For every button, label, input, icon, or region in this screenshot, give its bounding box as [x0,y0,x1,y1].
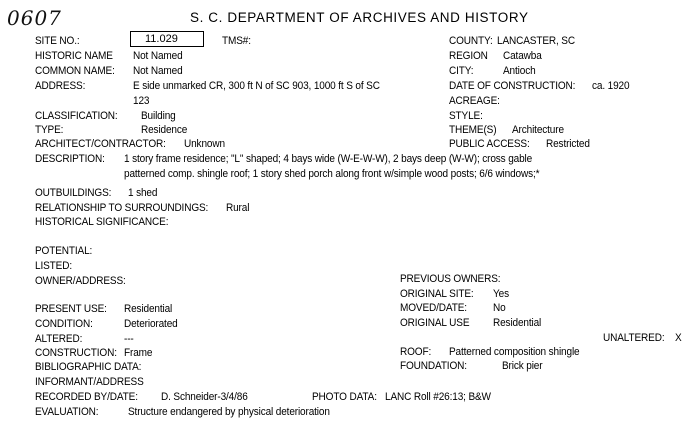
recorded-label: RECORDED BY/DATE: [35,391,138,403]
page-title: S. C. DEPARTMENT OF ARCHIVES AND HISTORY [190,10,529,25]
condition-value: Deteriorated [124,318,178,330]
architect-label: ARCHITECT/CONTRACTOR: [35,138,166,150]
handwritten-number: 0607 [7,6,62,30]
construction-value: Frame [124,347,153,359]
foundation-value: Brick pier [502,360,543,372]
condition-label: CONDITION: [35,318,93,330]
original-site-label: ORIGINAL SITE: [400,288,474,300]
listed-label: LISTED: [35,260,72,272]
historic-name-value: Not Named [133,50,183,62]
themes-value: Architecture [512,124,564,136]
unaltered-value: X [675,332,682,344]
classification-label: CLASSIFICATION: [35,110,118,122]
address-label: ADDRESS: [35,80,86,92]
roof-label: ROOF: [400,346,432,358]
date-of-construction-value: ca. 1920 [592,80,630,92]
architect-value: Unknown [184,138,225,150]
roof-value: Patterned composition shingle [449,346,580,358]
historic-name-label: HISTORIC NAME [35,50,113,62]
foundation-label: FOUNDATION: [400,360,467,372]
evaluation-value: Structure endangered by physical deterioration [128,406,330,418]
present-use-label: PRESENT USE: [35,303,107,315]
public-access-label: PUBLIC ACCESS: [449,138,530,150]
outbuildings-label: OUTBUILDINGS: [35,187,112,199]
altered-value: --- [124,333,134,345]
public-access-value: Restricted [546,138,590,150]
style-label: STYLE: [449,110,483,122]
informant-label: INFORMANT/ADDRESS [35,376,144,388]
potential-label: POTENTIAL: [35,245,93,257]
address-line1: E side unmarked CR, 300 ft N of SC 903, 1000 ft S of SC [133,80,380,92]
relationship-value: Rural [226,202,250,214]
outbuildings-value: 1 shed [128,187,158,199]
recorded-value: D. Schneider-3/4/86 [161,391,248,403]
original-site-value: Yes [493,288,509,300]
owner-label: OWNER/ADDRESS: [35,275,126,287]
classification-value: Building [141,110,176,122]
moved-date-label: MOVED/DATE: [400,302,467,314]
construction-label: CONSTRUCTION: [35,347,117,359]
moved-date-value: No [493,302,506,314]
common-name-value: Not Named [133,65,183,77]
original-use-label: ORIGINAL USE [400,317,470,329]
relationship-label: RELATIONSHIP TO SURROUNDINGS: [35,202,209,214]
region-value: Catawba [503,50,542,62]
site-no-value: 11.029 [145,33,178,45]
themes-label: THEME(S) [449,124,497,136]
city-label: CITY: [449,65,474,77]
bibliographic-label: BIBLIOGRAPHIC DATA: [35,361,142,373]
altered-label: ALTERED: [35,333,83,345]
original-use-value: Residential [493,317,542,329]
site-no-label: SITE NO.: [35,35,80,47]
date-of-construction-label: DATE OF CONSTRUCTION: [449,80,576,92]
description-line2: patterned comp. shingle roof; 1 story shed porch along front w/simple wood posts; 6/6 windows;* [124,168,540,180]
description-label: DESCRIPTION: [35,153,105,165]
region-label: REGION [449,50,488,62]
photo-data-value: LANC Roll #26:13; B&W [385,391,491,403]
type-value: Residence [141,124,188,136]
present-use-value: Residential [124,303,173,315]
county-value: LANCASTER, SC [497,35,575,47]
acreage-label: ACREAGE: [449,95,500,107]
common-name-label: COMMON NAME: [35,65,115,77]
tms-label: TMS#: [222,35,251,47]
previous-owners-label: PREVIOUS OWNERS: [400,273,501,285]
description-line1: 1 story frame residence; "L" shaped; 4 bays wide (W-E-W-W), 2 bays deep (W-W); cross gable [124,153,533,165]
historical-significance-label: HISTORICAL SIGNIFICANCE: [35,216,169,228]
evaluation-label: EVALUATION: [35,406,99,418]
type-label: TYPE: [35,124,64,136]
photo-data-label: PHOTO DATA: [312,391,377,403]
county-label: COUNTY: [449,35,493,47]
unaltered-label: UNALTERED: [603,332,665,344]
city-value: Antioch [503,65,536,77]
address-line2: 123 [133,95,150,107]
